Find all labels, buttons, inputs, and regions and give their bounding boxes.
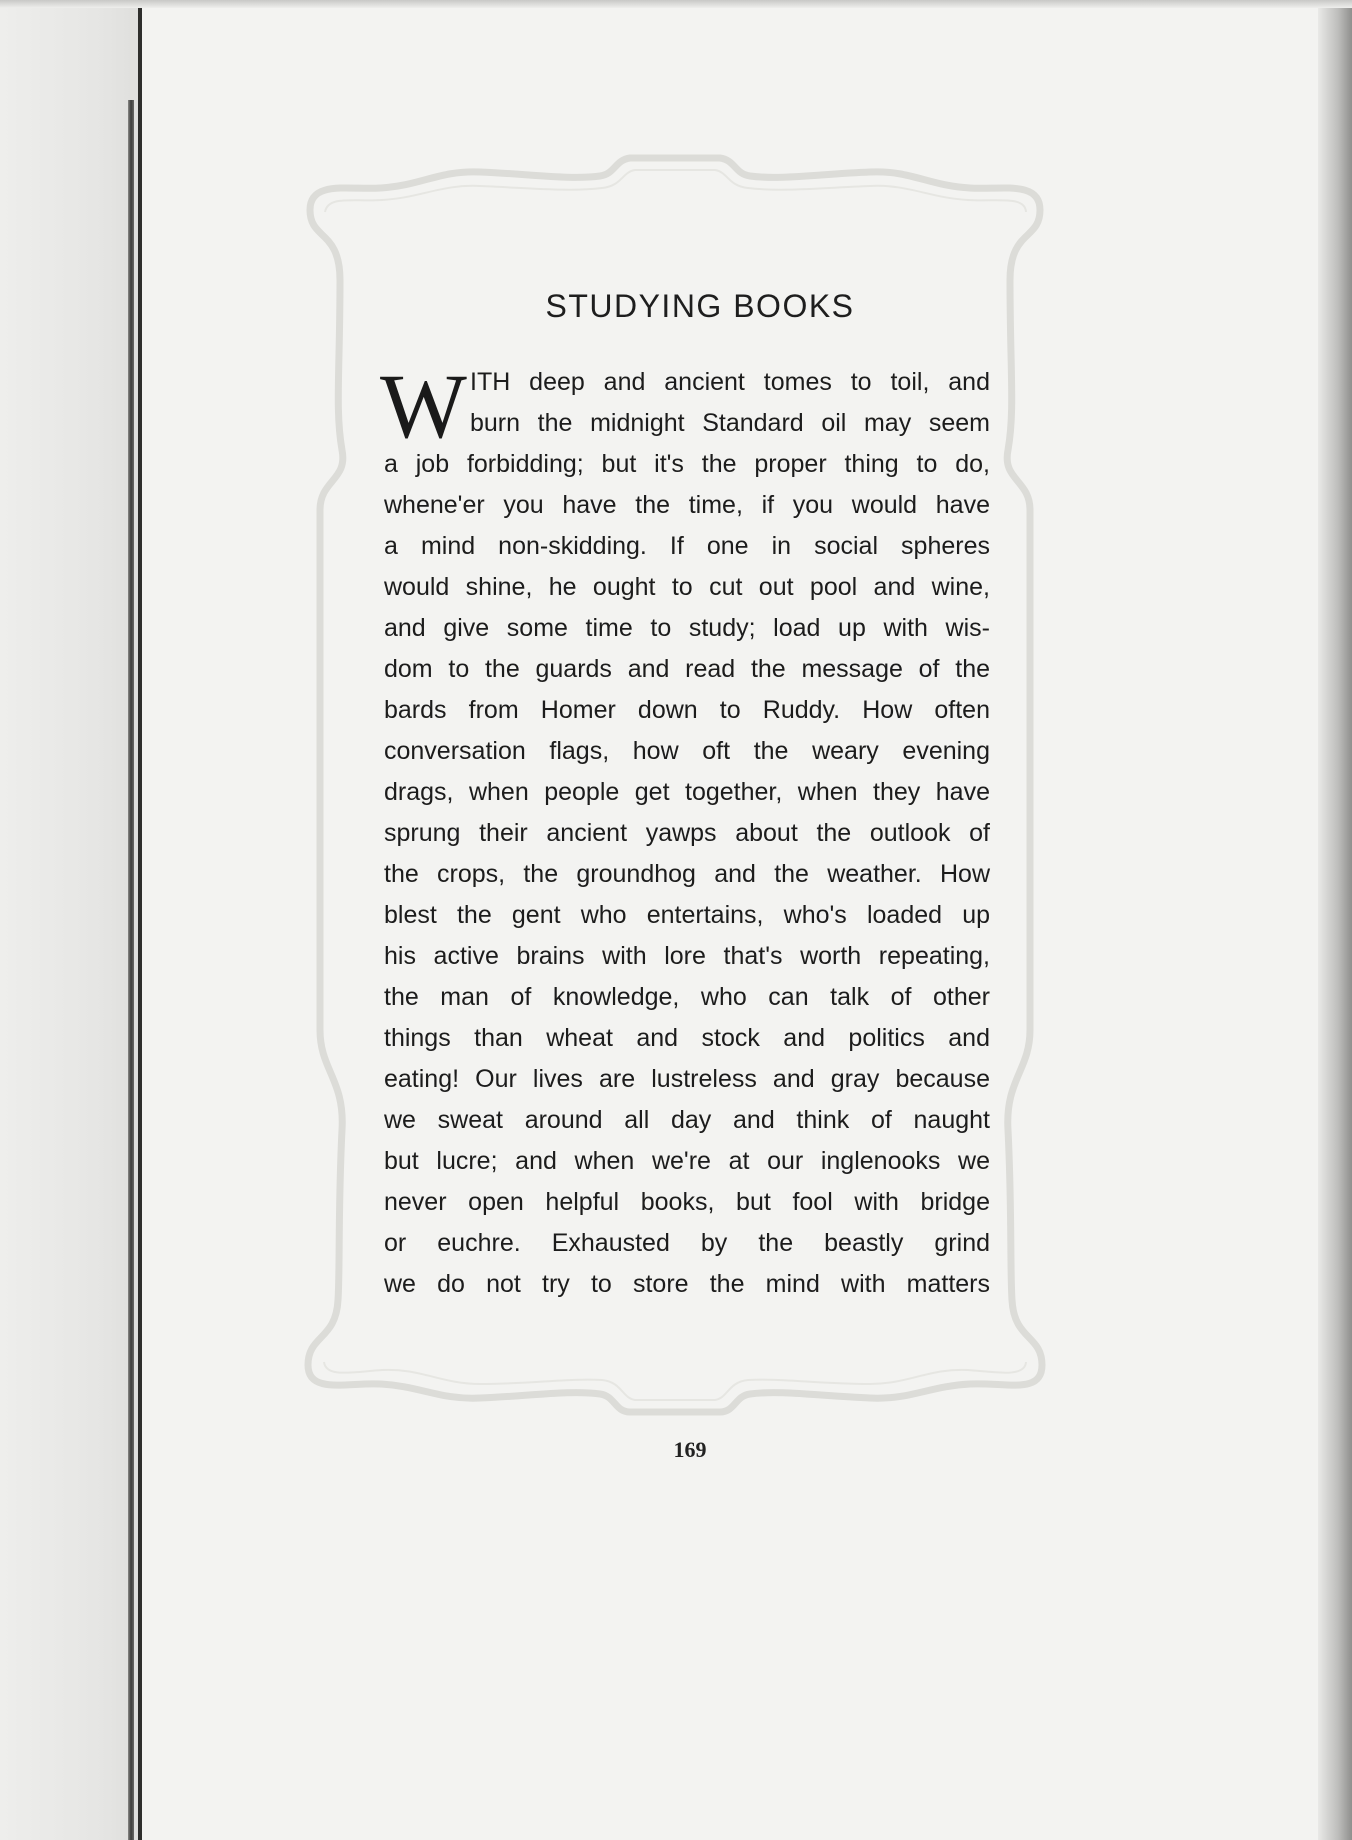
text-line: would shine, he ought to cut out pool and wine, xyxy=(384,573,990,601)
text-line: blest the gent who entertains, who's loaded up xyxy=(384,901,990,929)
text-line: ITH deep and ancient tomes to toil, and xyxy=(470,368,990,396)
page-number: 169 xyxy=(673,1437,707,1462)
text-line: a mind non-skidding. If one in social spheres xyxy=(384,532,990,560)
text-line: things than wheat and stock and politics and xyxy=(384,1024,990,1052)
page-top-edge xyxy=(0,0,1352,8)
text-line: drags, when people get together, when they have xyxy=(384,778,990,806)
body-text xyxy=(384,362,990,1305)
book-gutter-shadow xyxy=(128,100,134,1840)
text-line: we sweat around all day and think of naught xyxy=(384,1106,990,1134)
text-line: and give some time to study; load up with wis- xyxy=(384,614,990,642)
page-title: STUDYING BOOKS xyxy=(545,288,855,324)
text-line: bards from Homer down to Ruddy. How often xyxy=(384,696,990,724)
text-line: we do not try to store the mind with matters xyxy=(384,1270,990,1298)
text-line: but lucre; and when we're at our inglenooks we xyxy=(384,1147,990,1175)
text-line: never open helpful books, but fool with bridge xyxy=(384,1188,990,1216)
text-line: whene'er you have the time, if you would have xyxy=(384,491,990,519)
text-line: or euchre. Exhausted by the beastly grind xyxy=(384,1229,990,1257)
text-line: a job forbidding; but it's the proper thing to do, xyxy=(384,450,990,478)
page-right-edge xyxy=(1318,0,1352,1840)
text-line: dom to the guards and read the message of the xyxy=(384,655,990,683)
text-line: eating! Our lives are lustreless and gray because xyxy=(384,1065,990,1093)
text-line: conversation flags, how oft the weary evening xyxy=(384,737,990,765)
text-line: the crops, the groundhog and the weather. How xyxy=(384,860,990,888)
text-line: his active brains with lore that's worth repeating, xyxy=(384,942,990,970)
text-line: burn the midnight Standard oil may seem xyxy=(470,409,990,437)
facing-page-edge xyxy=(0,0,158,1840)
drop-cap-letter: W xyxy=(380,355,467,457)
text-line: sprung their ancient yawps about the outlook of xyxy=(384,819,990,847)
text-line: the man of knowledge, who can talk of other xyxy=(384,983,990,1011)
